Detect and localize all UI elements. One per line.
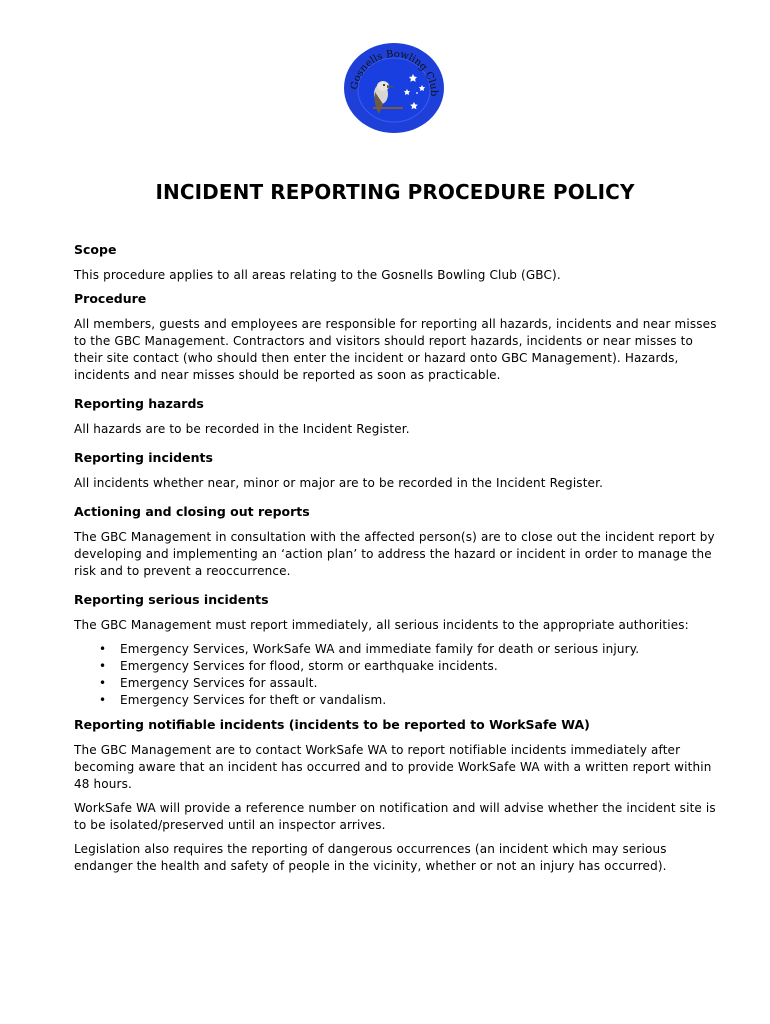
serious-incidents-list — [74, 641, 724, 709]
list-item: • Emergency Services for theft or vandalism. — [120, 692, 724, 709]
policy-body — [74, 242, 724, 887]
list-item: • Emergency Services for flood, storm or earthquake incidents. — [120, 658, 724, 675]
reporting-hazards-paragraph: All hazards are to be recorded in the Incident Register. — [74, 422, 410, 436]
procedure-paragraph: All members, guests and employees are responsible for reporting all hazards, incidents and near misses to the GBC Management. Contractors and visitors should report hazards, incidents or near misses to their site contact (who should then enter the incident or hazard onto GBC Management). Hazards, incidents and near misses should be reported as soon as practicable. — [74, 317, 717, 382]
scope-heading: Scope — [74, 242, 117, 257]
notifiable-paragraph-2: WorkSafe WA will provide a reference number on notification and will advise whether the incident site is to be isolated/preserved until an inspector arrives. — [74, 801, 716, 832]
club-logo-graphic — [343, 42, 445, 134]
logo-ring-textpath: Gosnells Bowling Club — [349, 48, 440, 97]
serious-incidents-heading: Reporting serious incidents — [74, 592, 269, 607]
page-title: INCIDENT REPORTING PROCEDURE POLICY — [155, 180, 635, 204]
list-item: • Emergency Services, WorkSafe WA and immediate family for death or serious injury. — [120, 641, 724, 658]
reporting-incidents-paragraph: All incidents whether near, minor or major are to be recorded in the Incident Register. — [74, 476, 604, 490]
serious-incidents-paragraph: The GBC Management must report immediately, all serious incidents to the appropriate authorities: — [74, 618, 689, 632]
reporting-incidents-heading: Reporting incidents — [74, 450, 213, 465]
reporting-hazards-heading: Reporting hazards — [74, 396, 204, 411]
actioning-paragraph: The GBC Management in consultation with the affected person(s) are to close out the incident report by developing and implementing an ‘action plan’ to address the hazard or incident in order to manage the risk and to prevent a reoccurrence. — [74, 530, 715, 578]
procedure-heading: Procedure — [74, 291, 147, 306]
list-item: • Emergency Services for assault. — [120, 675, 724, 692]
scope-paragraph: This procedure applies to all areas relating to the Gosnells Bowling Club (GBC). — [74, 268, 561, 282]
actioning-heading: Actioning and closing out reports — [74, 504, 310, 519]
notifiable-paragraph-3: Legislation also requires the reporting of dangerous occurrences (an incident which may serious endanger the health and safety of people in the vicinity, whether or not an injury has occurred). — [74, 842, 667, 873]
club-logo — [343, 42, 445, 134]
notifiable-paragraph-1: The GBC Management are to contact WorkSafe WA to report notifiable incidents immediately after becoming aware that an incident has occurred and to provide WorkSafe WA with a written report within 48 hours. — [74, 743, 712, 791]
notifiable-incidents-heading: Reporting notifiable incidents (incidents to be reported to WorkSafe WA) — [74, 717, 590, 732]
